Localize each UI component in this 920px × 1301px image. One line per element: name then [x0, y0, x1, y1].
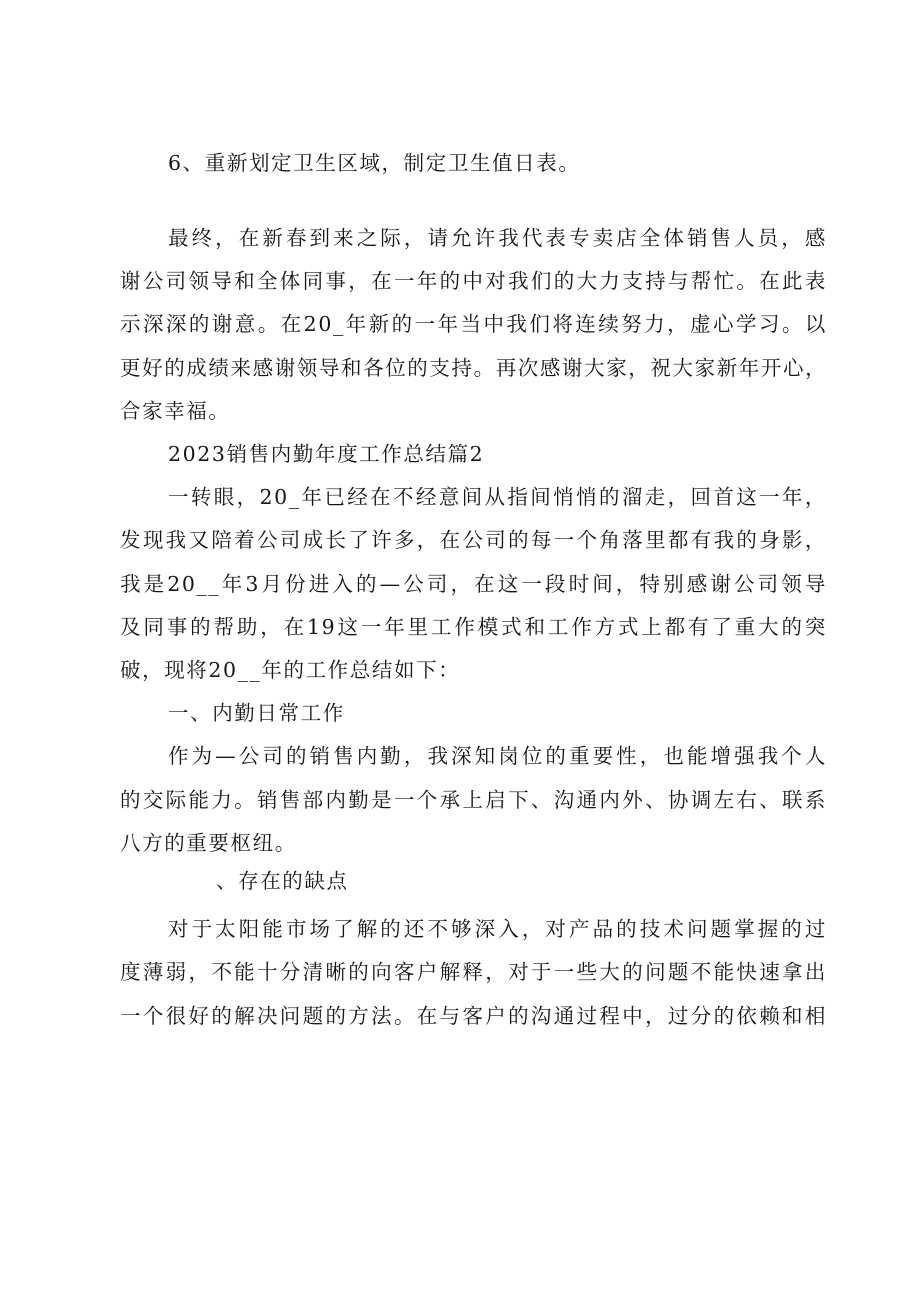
paragraph-line: 发现我又陪着公司成长了许多，在公司的每一个角落里都有我的身影，: [120, 528, 827, 552]
paragraph-line: 我是20__年3月份进入的—公司，在这一段时间，特别感谢公司领导: [120, 572, 827, 596]
paragraph-line: 的交际能力。销售部内勤是一个承上启下、沟通内外、协调左右、联系: [120, 788, 827, 812]
section-title: 2023销售内勤年度工作总结篇2: [168, 442, 485, 466]
paragraph-line: 谢公司领导和全体同事，在一年的中对我们的大力支持与帮忙。在此表: [120, 269, 827, 293]
paragraph-line: 破，现将20__年的工作总结如下：: [120, 658, 461, 682]
subheading-shortcomings: 、存在的缺点: [216, 869, 349, 893]
list-item-hygiene-schedule: 6、重新划定卫生区域，制定卫生值日表。: [168, 151, 581, 175]
paragraph-line: 度薄弱，不能十分清晰的向客户解释，对于一些大的问题不能快速拿出: [120, 960, 827, 984]
paragraph-line: 最终，在新春到来之际，请允许我代表专卖店全体销售人员，感: [168, 226, 827, 250]
paragraph-line: 合家幸福。: [120, 399, 231, 423]
paragraph-line: 及同事的帮助，在19这一年里工作模式和工作方式上都有了重大的突: [120, 615, 827, 639]
paragraph-line: 对于太阳能市场了解的还不够深入，对产品的技术问题掌握的过: [168, 917, 827, 941]
paragraph-line: 更好的成绩来感谢领导和各位的支持。再次感谢大家，祝大家新年开心，: [120, 356, 828, 380]
paragraph-line: 示深深的谢意。在20_年新的一年当中我们将连续努力，虚心学习。以: [120, 312, 827, 336]
paragraph-line: 作为—公司的销售内勤，我深知岗位的重要性，也能增强我个人: [168, 744, 827, 768]
paragraph-line: 一个很好的解决问题的方法。在与客户的沟通过程中，过分的依赖和相: [120, 1004, 827, 1028]
subheading-daily-work: 一、内勤日常工作: [168, 701, 345, 725]
paragraph-line: 八方的重要枢纽。: [120, 831, 297, 855]
paragraph-line: 一转眼，20_年已经在不经意间从指间悄悄的溜走，回首这一年，: [168, 485, 827, 509]
